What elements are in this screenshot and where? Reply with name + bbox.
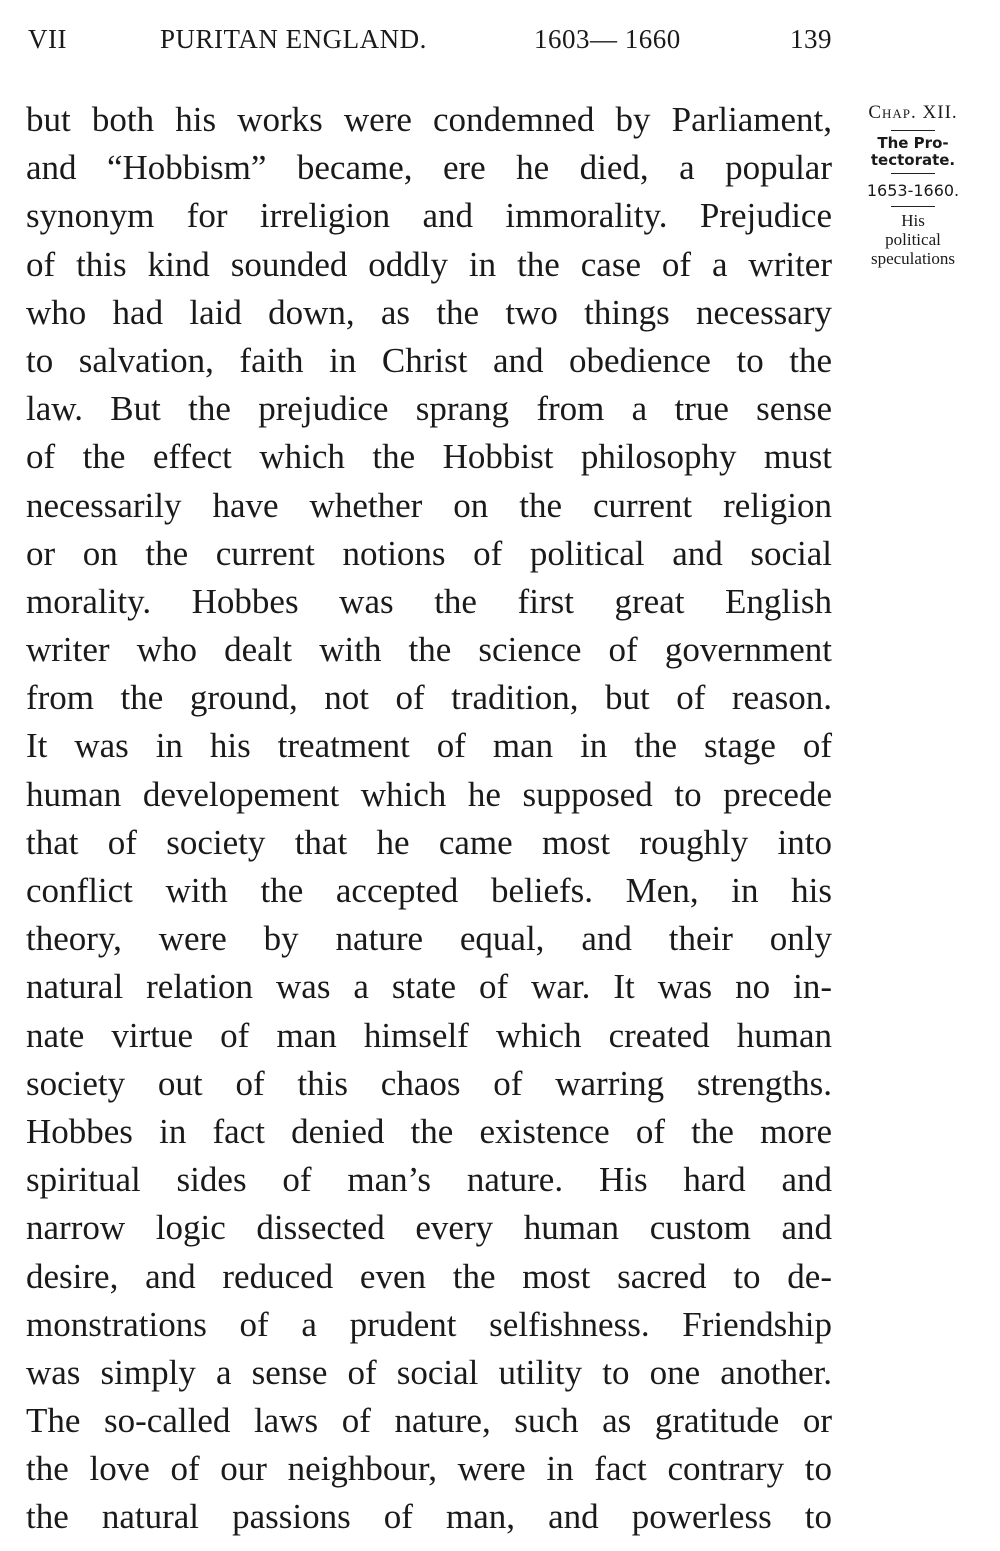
running-header — [28, 24, 832, 60]
text-line: the natural passions of man, and powerless to — [26, 1497, 832, 1537]
margin-divider — [891, 206, 935, 207]
margin-divider — [891, 130, 935, 131]
text-line: to salvation, faith in Christ and obedience to the — [26, 340, 832, 380]
text-line: but both his works were condemned by Parliament, — [26, 100, 832, 139]
page-number: 139 — [790, 24, 832, 54]
header-date-range: 1603— 1660 — [534, 24, 681, 54]
margin-section-title-line2: tectorate. — [870, 151, 956, 169]
text-line: nate virtue of man himself which created human — [26, 1015, 832, 1055]
text-line: writer who dealt with the science of government — [26, 630, 832, 670]
text-line: It was in his treatment of man in the stage of — [26, 726, 832, 766]
text-line: the love of our neighbour, were in fact contrary to — [26, 1449, 832, 1489]
text-line: conflict with the accepted beliefs. Men, in his — [26, 871, 832, 910]
header-book-title: PURITAN ENGLAND. — [160, 24, 427, 54]
margin-divider — [891, 173, 935, 174]
text-line: narrow logic dissected every human custom and — [26, 1208, 832, 1248]
text-line: morality. Hobbes was the first great English — [26, 581, 832, 621]
text-line: from the ground, not of tradition, but of reason. — [26, 678, 832, 718]
text-line: of the effect which the Hobbist philosophy must — [26, 437, 832, 477]
text-line: human developement which he supposed to precede — [26, 774, 832, 814]
margin-section-title-line1: The Pro- — [877, 134, 949, 152]
text-line: society out of this chaos of warring strengths. — [26, 1063, 832, 1103]
margin-date-range: 1653-1660. — [866, 181, 960, 200]
text-line: of this kind sounded oddly in the case of a writer — [26, 244, 832, 284]
text-line: that of society that he came most roughly into — [26, 822, 832, 862]
margin-topic-line1: His — [901, 211, 925, 230]
text-line: who had laid down, as the two things necessary — [26, 292, 832, 332]
text-line: or on the current notions of political and social — [26, 533, 832, 573]
main-text-block — [26, 96, 832, 1542]
text-line: spiritual sides of man’s nature. His hard and — [26, 1160, 832, 1200]
text-line: necessarily have whether on the current religion — [26, 485, 832, 525]
text-line: monstrations of a prudent selfishness. Friendship — [26, 1304, 832, 1344]
text-line: synonym for irreligion and immorality. Prejudice — [26, 196, 832, 236]
margin-chapter-label: Chap. XII. — [868, 102, 958, 123]
text-line: natural relation was a state of war. It was no in- — [26, 967, 832, 1007]
text-line: theory, were by nature equal, and their only — [26, 919, 832, 959]
text-line: Hobbes in fact denied the existence of the more — [26, 1111, 832, 1151]
text-line: The so-called laws of nature, such as gratitude or — [26, 1401, 832, 1441]
margin-topic-line2: political — [885, 230, 941, 249]
text-line: was simply a sense of social utility to one another. — [26, 1352, 832, 1392]
header-chapter-number: VII — [28, 24, 67, 54]
margin-topic-line3: speculations — [870, 249, 956, 268]
text-line: law. But the prejudice sprang from a true sense — [26, 389, 832, 429]
marginal-notes — [842, 100, 984, 268]
text-line: and “Hobbism” became, ere he died, a popular — [26, 148, 832, 188]
text-line: desire, and reduced even the most sacred to de- — [26, 1256, 832, 1296]
